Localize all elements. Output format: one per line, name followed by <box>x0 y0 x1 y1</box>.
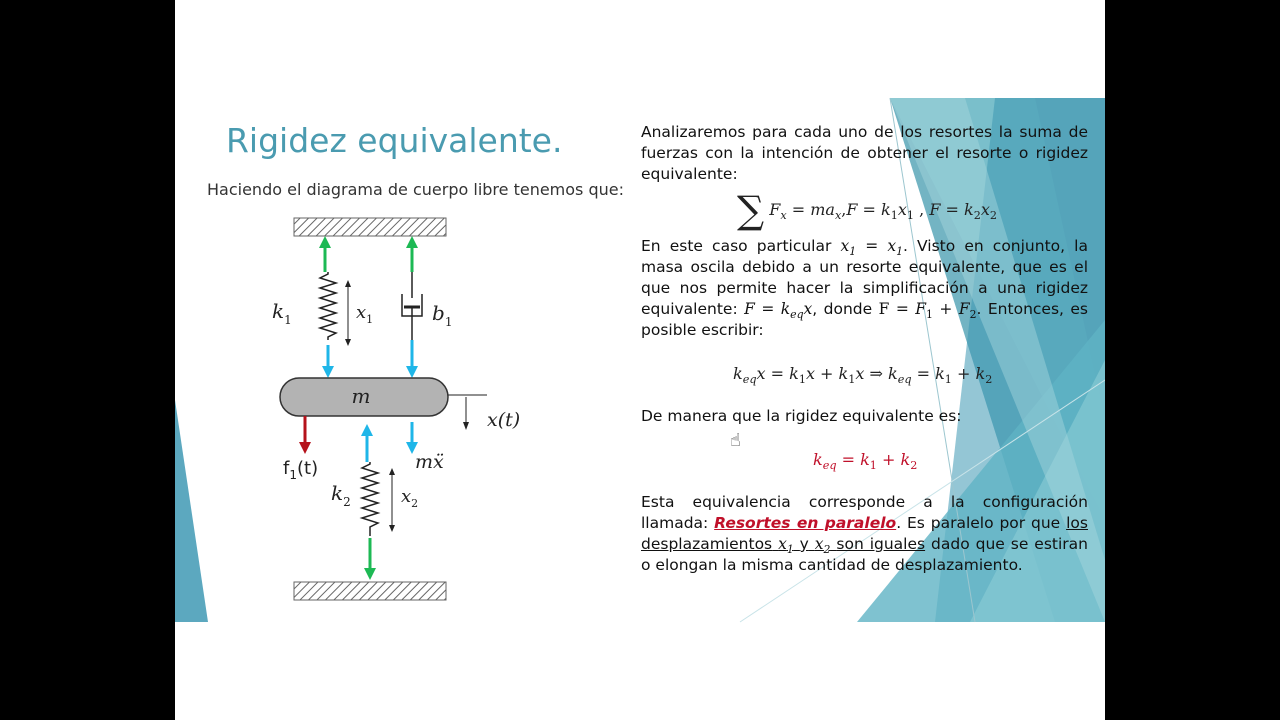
svg-text:x1: $x_1$ <box>356 302 374 326</box>
free-body-diagram <box>265 210 645 610</box>
bottom-wall <box>294 582 446 600</box>
x2-displacement-arrow <box>389 468 395 532</box>
force-label: $f_1(t)$ <box>283 458 319 482</box>
k1-label: k <box>272 299 285 323</box>
cyan-arrow-up-center <box>361 424 373 462</box>
inertia-label: mẍ <box>415 451 444 473</box>
resortes-en-paralelo-link[interactable]: Resortes en paralelo <box>714 514 897 532</box>
x2-label: x <box>401 486 412 507</box>
damper-b1 <box>402 272 422 340</box>
svg-text:k2: $k_2$ <box>331 481 351 509</box>
spring-k1 <box>320 272 336 340</box>
slide <box>175 0 1105 720</box>
slide-title: Rigidez equivalente. <box>226 121 563 160</box>
paragraph-conclusion: De manera que la rigidez equivalente es: <box>641 407 962 425</box>
x1-label: x <box>356 302 367 323</box>
paragraph-particular-case: En este caso particular $x_1 = x_1$. Visto en conjunto, la masa oscila debido a un resorte equivalente, que es el que nos permite hacer la simplificación a una rigidez equivalente: $F = k_{eq}x$, donde $F = F_1 + F_2$. Entonces, es posible escribir: <box>641 237 1089 339</box>
top-wall <box>294 218 446 236</box>
equation-sum-forces: ∑ $F_x = ma_x,F = k_1x_1$ , $F = k_2x_2$ <box>737 188 997 232</box>
paragraph-configuration: Esta equivalencia corresponde a la configuración llamada: Resortes en paralelo. Es paralelo por que los desplazamientos $x_1$ y $x_2$ son iguales dado que se estiran o elongan la misma cantidad de desplazamiento. <box>641 493 1088 574</box>
x1-displacement-arrow <box>345 280 351 346</box>
green-arrow-down-bottom <box>364 538 376 580</box>
hand-cursor-icon: ☝ <box>730 430 741 451</box>
equation-keq-result: $k_{eq} = k_1 + k_2$ <box>813 450 918 473</box>
position-label: x(t) <box>487 409 521 431</box>
cyan-arrow-down-inertia <box>406 422 418 454</box>
b1-label: b <box>432 301 445 325</box>
equation-keq-derivation: $k_{eq}x = k_1x + k_1x$ ⇒ $k_{eq} = k_1 + k_2$ <box>733 364 993 387</box>
position-reference <box>448 395 487 430</box>
svg-text:x2: $x_2$ <box>401 486 419 510</box>
slide-subtitle: Haciendo el diagrama de cuerpo libre tenemos que: <box>207 180 624 199</box>
paragraph-intro: Analizaremos para cada uno de los resortes la suma de fuerzas con la intención de obtener el resorte o rigidez equivalente: <box>641 123 1088 183</box>
k2-label: k <box>331 481 344 505</box>
green-arrow-up-left <box>319 236 331 272</box>
green-arrow-up-right <box>406 236 418 272</box>
spring-k2 <box>362 462 378 536</box>
svg-text:b1: $b_1$ <box>432 301 453 329</box>
red-force-arrow <box>299 416 311 454</box>
svg-text:k1: $k_1$ <box>272 299 292 327</box>
cyan-arrow-down-right <box>406 340 418 378</box>
mass-label: m <box>351 384 371 408</box>
cyan-arrow-down-left <box>322 345 334 378</box>
